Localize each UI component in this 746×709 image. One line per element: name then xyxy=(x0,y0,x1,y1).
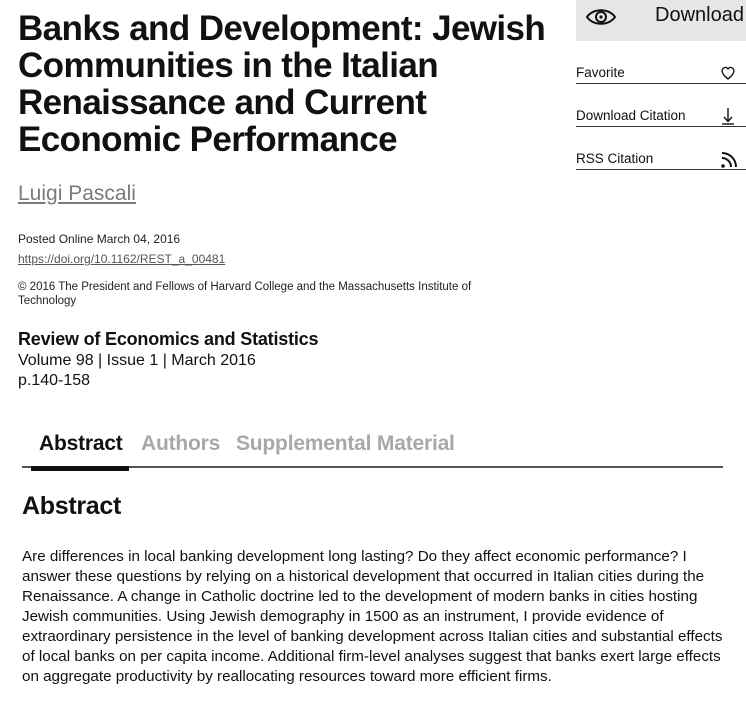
journal-name: Review of Economics and Statistics xyxy=(18,329,319,349)
download-button[interactable] xyxy=(576,0,746,41)
download-citation-link[interactable] xyxy=(576,105,746,127)
favorite-label: Favorite xyxy=(576,65,625,80)
download-arrow-icon xyxy=(720,107,736,125)
posted-date: Posted Online March 04, 2016 xyxy=(18,232,181,246)
author-link[interactable]: Luigi Pascali xyxy=(18,182,136,205)
doi-link[interactable]: https://doi.org/10.1162/REST_a_00481 xyxy=(18,252,226,266)
download-label: Download xyxy=(655,4,744,26)
download-citation-label: Download Citation xyxy=(576,108,686,123)
heart-icon xyxy=(720,64,736,82)
tab-abstract[interactable]: Abstract xyxy=(39,430,123,466)
favorite-link[interactable] xyxy=(576,62,746,84)
volume-issue: Volume 98 | Issue 1 | March 2016 xyxy=(18,352,256,369)
eye-icon xyxy=(586,6,616,28)
rss-icon xyxy=(720,150,736,168)
article-tabs xyxy=(22,430,723,468)
abstract-text: Are differences in local banking development long lasting? Do they affect economic performance? I answer these questions by relying on a historical development that occurred in Italian cities during the Renaissance. A change in Catholic doctrine led to the development of modern banks in cities hosting Jewish communities. Using Jewish demography in 1500 as an instrument, I provide evidence of extraordinary persistence in the level of banking development across Italian cities and substantial effects of local banks on per capita income. Additional firm-level analyses suggest that banks exert large effects on aggregate productivity by reallocating resources toward more efficient firms. xyxy=(22,548,723,685)
tab-supplemental-material[interactable]: Supplemental Material xyxy=(236,432,455,455)
article-title: Banks and Development: Jewish Communities in the Italian Renaissance and Current Economic Performance xyxy=(18,9,546,159)
page-range: p.140-158 xyxy=(18,372,91,389)
rss-citation-link[interactable] xyxy=(576,148,746,170)
rss-citation-label: RSS Citation xyxy=(576,151,654,166)
abstract-heading: Abstract xyxy=(22,492,122,520)
tab-authors[interactable]: Authors xyxy=(141,432,221,455)
copyright-notice: © 2016 The President and Fellows of Harvard College and the Massachusetts Institute of Technology xyxy=(18,281,472,307)
